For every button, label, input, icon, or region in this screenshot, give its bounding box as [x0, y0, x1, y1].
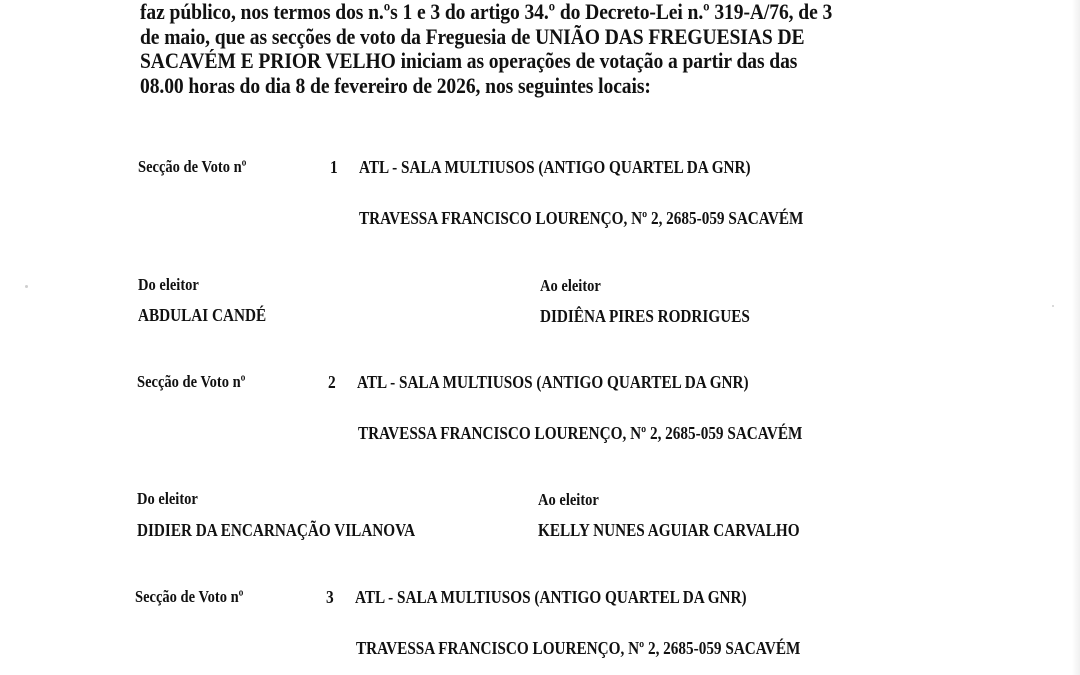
section-address: TRAVESSA FRANCISCO LOURENÇO, Nº 2, 2685-059 SACAVÉM — [359, 208, 804, 228]
scan-speck — [1052, 305, 1054, 307]
intro-line — [140, 24, 960, 50]
section-label: Secção de Voto nº — [135, 587, 244, 606]
section-number: 2 — [328, 372, 336, 392]
intro-line — [140, 0, 960, 25]
from-voter-name: DIDIER DA ENCARNAÇÃO VILANOVA — [137, 520, 416, 540]
section-number: 3 — [326, 587, 334, 607]
section-location: ATL - SALA MULTIUSOS (ANTIGO QUARTEL DA GNR) — [357, 372, 749, 392]
intro-line-text: SACAVÉM E PRIOR VELHO iniciam as operações de votação a partir das das — [140, 48, 798, 74]
intro-line-text: 08.00 horas do dia 8 de fevereiro de 2026, nos seguintes locais: — [140, 73, 651, 99]
from-voter-name: ABDULAI CANDÉ — [138, 305, 267, 325]
section-address: TRAVESSA FRANCISCO LOURENÇO, Nº 2, 2685-059 SACAVÉM — [356, 638, 801, 658]
intro-line — [140, 73, 960, 99]
to-voter-label: Ao eleitor — [540, 276, 601, 295]
intro-line-text: faz público, nos termos dos n.ºs 1 e 3 do artigo 34.º do Decreto-Lei n.º 319-A/76, de 3 — [140, 0, 833, 24]
intro-paragraph — [140, 0, 960, 99]
to-voter-label: Ao eleitor — [538, 490, 599, 509]
from-voter-label: Do eleitor — [138, 275, 199, 294]
to-voter-name: DIDIÊNA PIRES RODRIGUES — [540, 306, 750, 326]
intro-line-text: de maio, que as secções de voto da Freguesia de UNIÃO DAS FREGUESIAS DE — [140, 23, 805, 49]
section-location: ATL - SALA MULTIUSOS (ANTIGO QUARTEL DA GNR) — [359, 157, 751, 177]
section-address: TRAVESSA FRANCISCO LOURENÇO, Nº 2, 2685-059 SACAVÉM — [358, 423, 803, 443]
section-label: Secção de Voto nº — [137, 372, 246, 391]
scan-speck — [25, 285, 28, 288]
section-location: ATL - SALA MULTIUSOS (ANTIGO QUARTEL DA GNR) — [355, 587, 747, 607]
intro-line — [140, 48, 960, 74]
from-voter-label: Do eleitor — [137, 489, 198, 508]
section-label: Secção de Voto nº — [138, 157, 247, 176]
page-edge-shadow — [1072, 0, 1080, 675]
section-number: 1 — [330, 157, 338, 177]
to-voter-name: KELLY NUNES AGUIAR CARVALHO — [538, 520, 800, 540]
